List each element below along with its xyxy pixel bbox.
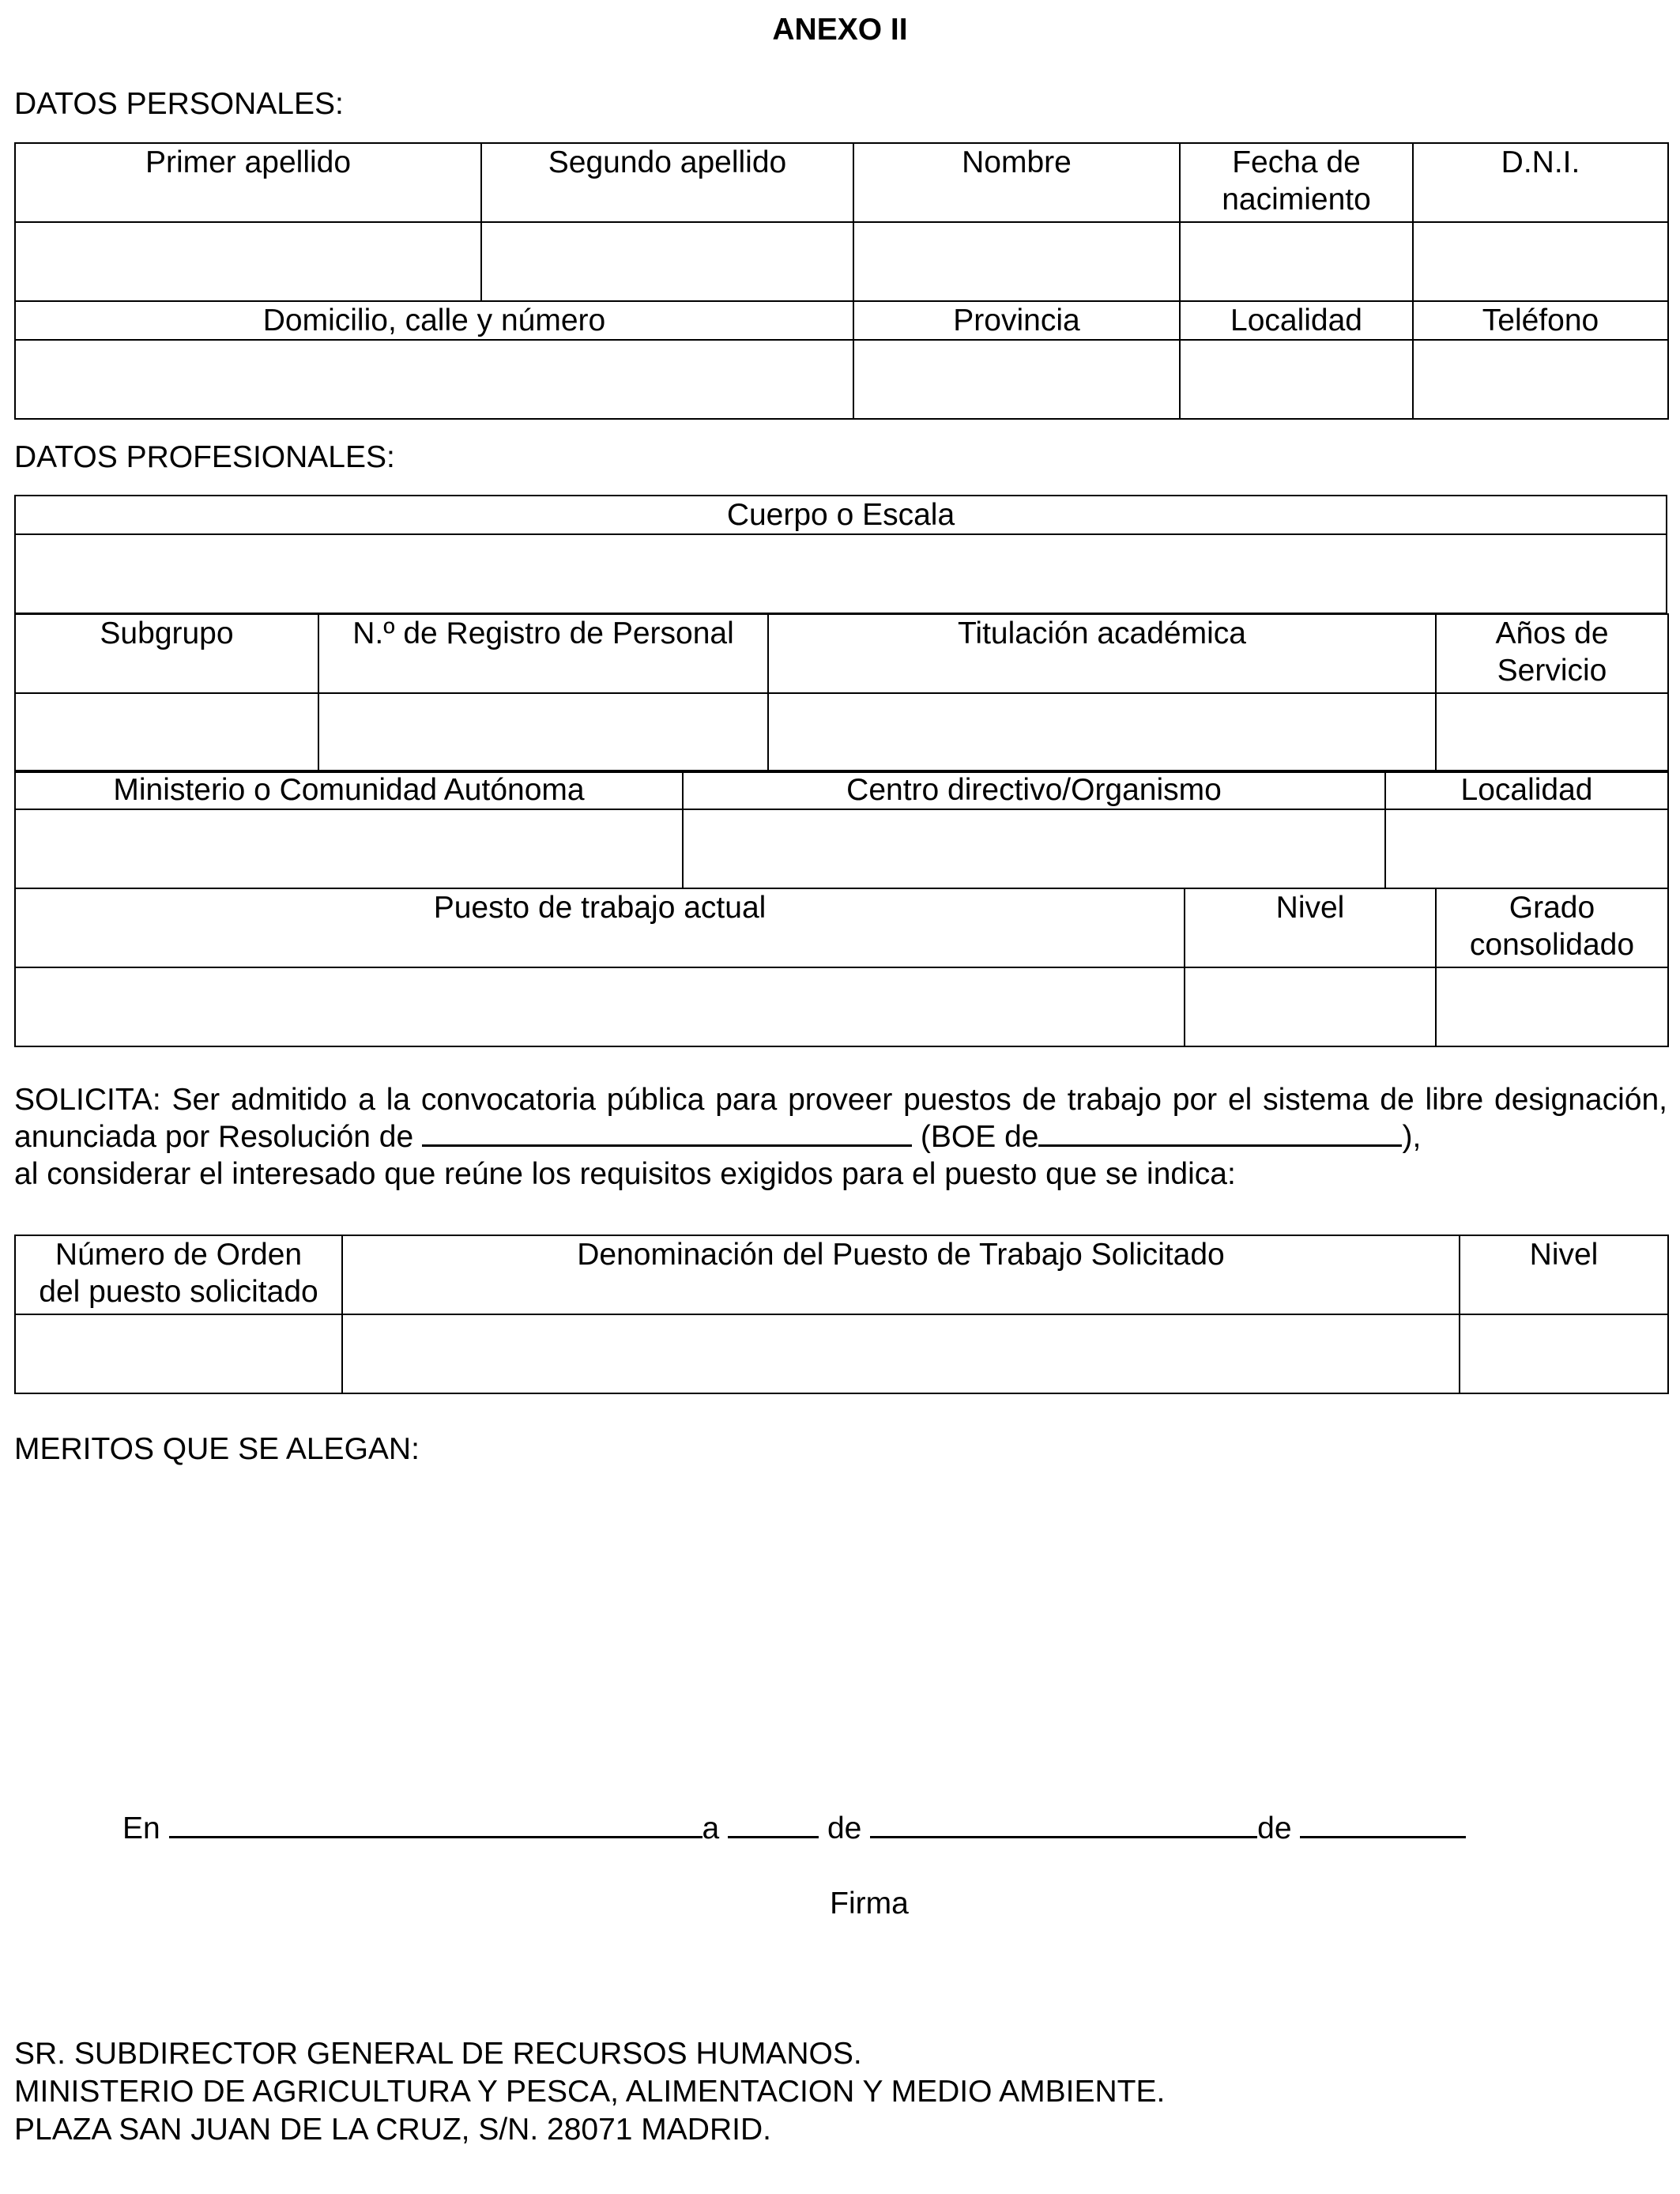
field-subgrupo[interactable] <box>15 693 318 772</box>
solicita-text-1: SOLICITA: Ser admitido a la convocatoria pública para proveer puestos de trabajo por el sistema de libre designación, anunciada por Resolución de <box>14 1083 1667 1154</box>
field-primer-apellido[interactable] <box>15 222 481 301</box>
professional-ministerio-table <box>14 770 1669 889</box>
field-titulacion[interactable] <box>768 693 1436 772</box>
header-segundo-apellido: Segundo apellido <box>481 143 853 222</box>
field-nivel-solicitado[interactable] <box>1460 1314 1668 1393</box>
meritos-label: MERITOS QUE SE ALEGAN: <box>14 1432 420 1466</box>
field-puesto[interactable] <box>15 967 1185 1046</box>
personal-data-table <box>14 142 1669 420</box>
field-grado[interactable] <box>1436 967 1668 1046</box>
header-grado <box>1436 888 1668 967</box>
solicita-paragraph <box>14 1081 1667 1193</box>
field-denominacion[interactable] <box>342 1314 1460 1393</box>
field-localidad-prof[interactable] <box>1385 809 1668 888</box>
header-puesto: Puesto de trabajo actual <box>15 888 1185 967</box>
grado-line-2: consolidado <box>1469 928 1635 962</box>
header-nombre: Nombre <box>853 143 1180 222</box>
header-domicilio: Domicilio, calle y número <box>15 301 853 340</box>
header-provincia: Provincia <box>853 301 1180 340</box>
anos-line-1: Años de <box>1495 616 1609 650</box>
header-fecha-nacimiento <box>1180 143 1413 222</box>
field-fecha-nacimiento[interactable] <box>1180 222 1413 301</box>
anos-line-2: Servicio <box>1497 654 1607 688</box>
professional-puesto-table <box>14 888 1669 1047</box>
solicita-text-4: al considerar el interesado que reúne los requisitos exigidos para el puesto que se indica: <box>14 1157 1236 1191</box>
header-primer-apellido: Primer apellido <box>15 143 481 222</box>
field-localidad[interactable] <box>1180 340 1413 419</box>
sig-en: En <box>122 1811 160 1845</box>
header-registro: N.º de Registro de Personal <box>318 614 768 693</box>
professional-subgrupo-table <box>14 613 1669 773</box>
fecha-line-2: nacimiento <box>1222 183 1371 217</box>
field-telefono[interactable] <box>1413 340 1668 419</box>
header-localidad: Localidad <box>1180 301 1413 340</box>
header-orden <box>15 1235 342 1314</box>
signature-line <box>122 1810 1466 1847</box>
grado-line-1: Grado <box>1509 891 1595 925</box>
header-nivel: Nivel <box>1185 888 1436 967</box>
sig-month-blank[interactable] <box>870 1811 1257 1838</box>
professional-section-label: DATOS PROFESIONALES: <box>14 440 395 474</box>
sig-year-blank[interactable] <box>1300 1811 1466 1838</box>
field-segundo-apellido[interactable] <box>481 222 853 301</box>
firma-label: Firma <box>830 1887 909 1921</box>
fecha-line-1: Fecha de <box>1232 145 1361 179</box>
field-nombre[interactable] <box>853 222 1180 301</box>
field-cuerpo[interactable] <box>15 534 1667 613</box>
field-orden[interactable] <box>15 1314 342 1393</box>
request-table <box>14 1235 1669 1394</box>
meritos-area[interactable] <box>14 1478 1667 1794</box>
orden-line-1: Número de Orden <box>55 1238 303 1272</box>
sig-place-blank[interactable] <box>169 1811 703 1838</box>
sig-day-blank[interactable] <box>728 1811 819 1838</box>
header-centro: Centro directivo/Organismo <box>683 771 1385 809</box>
field-domicilio[interactable] <box>15 340 853 419</box>
footer-line-1: SR. SUBDIRECTOR GENERAL DE RECURSOS HUMANOS. <box>14 2037 862 2071</box>
field-ministerio[interactable] <box>15 809 683 888</box>
solicita-text-3: ), <box>1402 1120 1422 1154</box>
field-registro[interactable] <box>318 693 768 772</box>
field-dni[interactable] <box>1413 222 1668 301</box>
boe-date-blank[interactable] <box>1038 1119 1402 1147</box>
field-provincia[interactable] <box>853 340 1180 419</box>
header-dni: D.N.I. <box>1413 143 1668 222</box>
professional-cuerpo-table <box>14 495 1667 614</box>
footer-line-3: PLAZA SAN JUAN DE LA CRUZ, S/N. 28071 MADRID. <box>14 2113 771 2147</box>
header-localidad-prof: Localidad <box>1385 771 1668 809</box>
orden-line-2: del puesto solicitado <box>39 1275 318 1309</box>
sig-de-1: de <box>827 1811 862 1845</box>
header-titulacion: Titulación académica <box>768 614 1436 693</box>
sig-a: a <box>702 1811 720 1845</box>
resolucion-blank[interactable] <box>422 1119 912 1147</box>
personal-section-label: DATOS PERSONALES: <box>14 87 344 121</box>
field-centro[interactable] <box>683 809 1385 888</box>
header-anos-servicio <box>1436 614 1668 693</box>
field-anos-servicio[interactable] <box>1436 693 1668 772</box>
header-denominacion: Denominación del Puesto de Trabajo Solicitado <box>342 1235 1460 1314</box>
solicita-text-2: (BOE de <box>920 1120 1039 1154</box>
sig-de-2: de <box>1257 1811 1292 1845</box>
header-nivel-solicitado: Nivel <box>1460 1235 1668 1314</box>
header-ministerio: Ministerio o Comunidad Autónoma <box>15 771 683 809</box>
header-cuerpo: Cuerpo o Escala <box>15 496 1667 534</box>
field-nivel[interactable] <box>1185 967 1436 1046</box>
header-subgrupo: Subgrupo <box>15 614 318 693</box>
document-title: ANEXO II <box>772 13 908 47</box>
header-telefono: Teléfono <box>1413 301 1668 340</box>
footer-line-2: MINISTERIO DE AGRICULTURA Y PESCA, ALIMENTACION Y MEDIO AMBIENTE. <box>14 2075 1166 2109</box>
